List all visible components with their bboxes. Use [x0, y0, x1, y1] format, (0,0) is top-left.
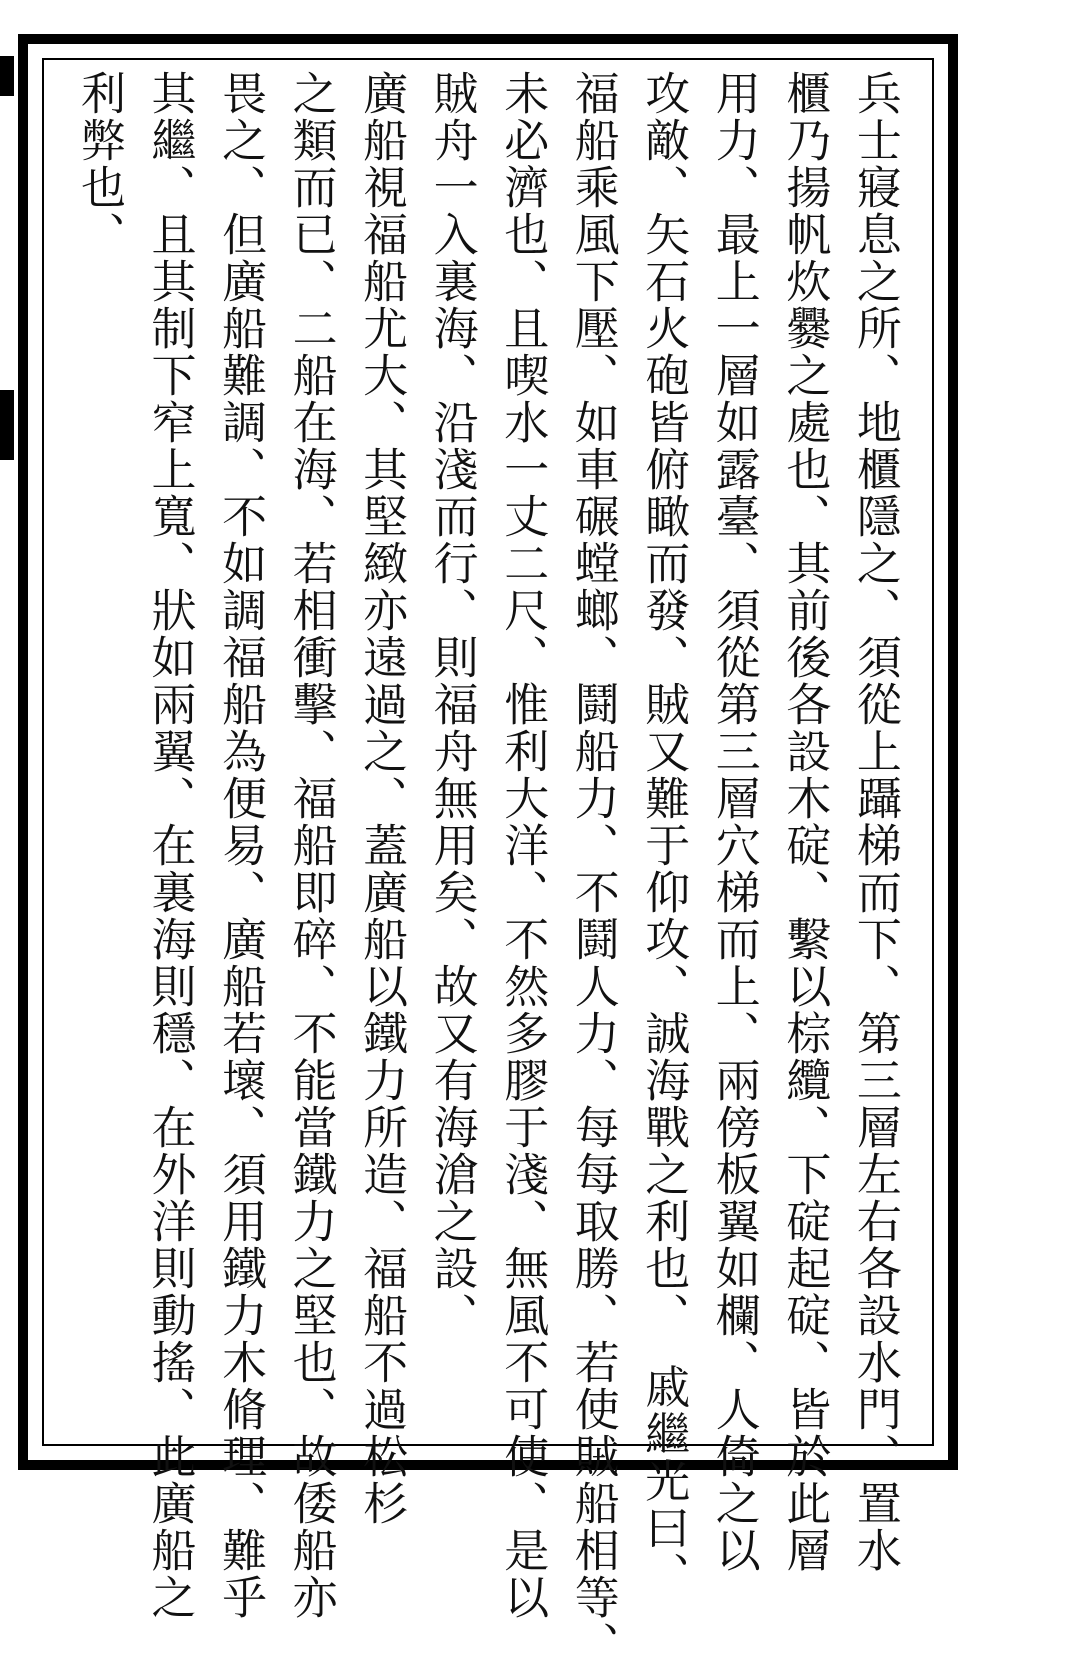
text-column-5: 福船乘風下壓、如車碾螳螂、鬪船力、不鬪人力、每每取勝、若使賊船相等、 [566, 70, 620, 1668]
text-column-10: 畏之、但廣船難調、不如調福船為便易、廣船若壞、須用鐵力木脩理、難乎 [214, 70, 268, 1621]
binding-edge-mark-top [0, 56, 14, 96]
page-border-frame [18, 34, 958, 1668]
text-column-6: 未必濟也、且喫水一丈二尺、惟利大洋、不然多膠于淺、無風不可使、是以 [496, 70, 550, 1621]
text-column-9: 之類而已、二船在海、若相衝擊、福船即碎、不能當鐵力之堅也、故倭船亦 [284, 70, 338, 1621]
vertical-text-block [68, 70, 906, 1668]
text-column-8: 廣船視福船尤大、其堅緻亦遠過之、蓋廣船以鐵力所造、福船不過松杉 [355, 70, 409, 1527]
text-column-3: 用力、最上一層如露臺、須從第三層穴梯而上、兩傍板翼如欄、人倚之以 [707, 70, 761, 1574]
text-column-7: 賊舟一入裏海、沿淺而行、則福舟無用矣、故又有海滄之設、 [425, 70, 479, 1339]
text-column-2: 櫃乃揚帆炊爨之處也、其前後各設木碇、繫以棕纜、下碇起碇、皆於此層 [778, 70, 832, 1574]
text-column-4: 攻敵、矢石火砲皆俯瞰而發、賊又難于仰攻、誠海戰之利也、 戚繼光曰、 [637, 70, 691, 1599]
binding-edge-mark-middle [0, 390, 14, 460]
text-column-1: 兵士寢息之所、地櫃隱之、須從上躡梯而下、第三層左右各設水門、置水 [848, 70, 902, 1574]
text-column-11: 其繼、且其制下窄上寬、狀如兩翼、在裏海則穩、在外洋則動搖、此廣船之 [143, 70, 197, 1621]
text-column-12: 利弊也、 [73, 70, 126, 258]
